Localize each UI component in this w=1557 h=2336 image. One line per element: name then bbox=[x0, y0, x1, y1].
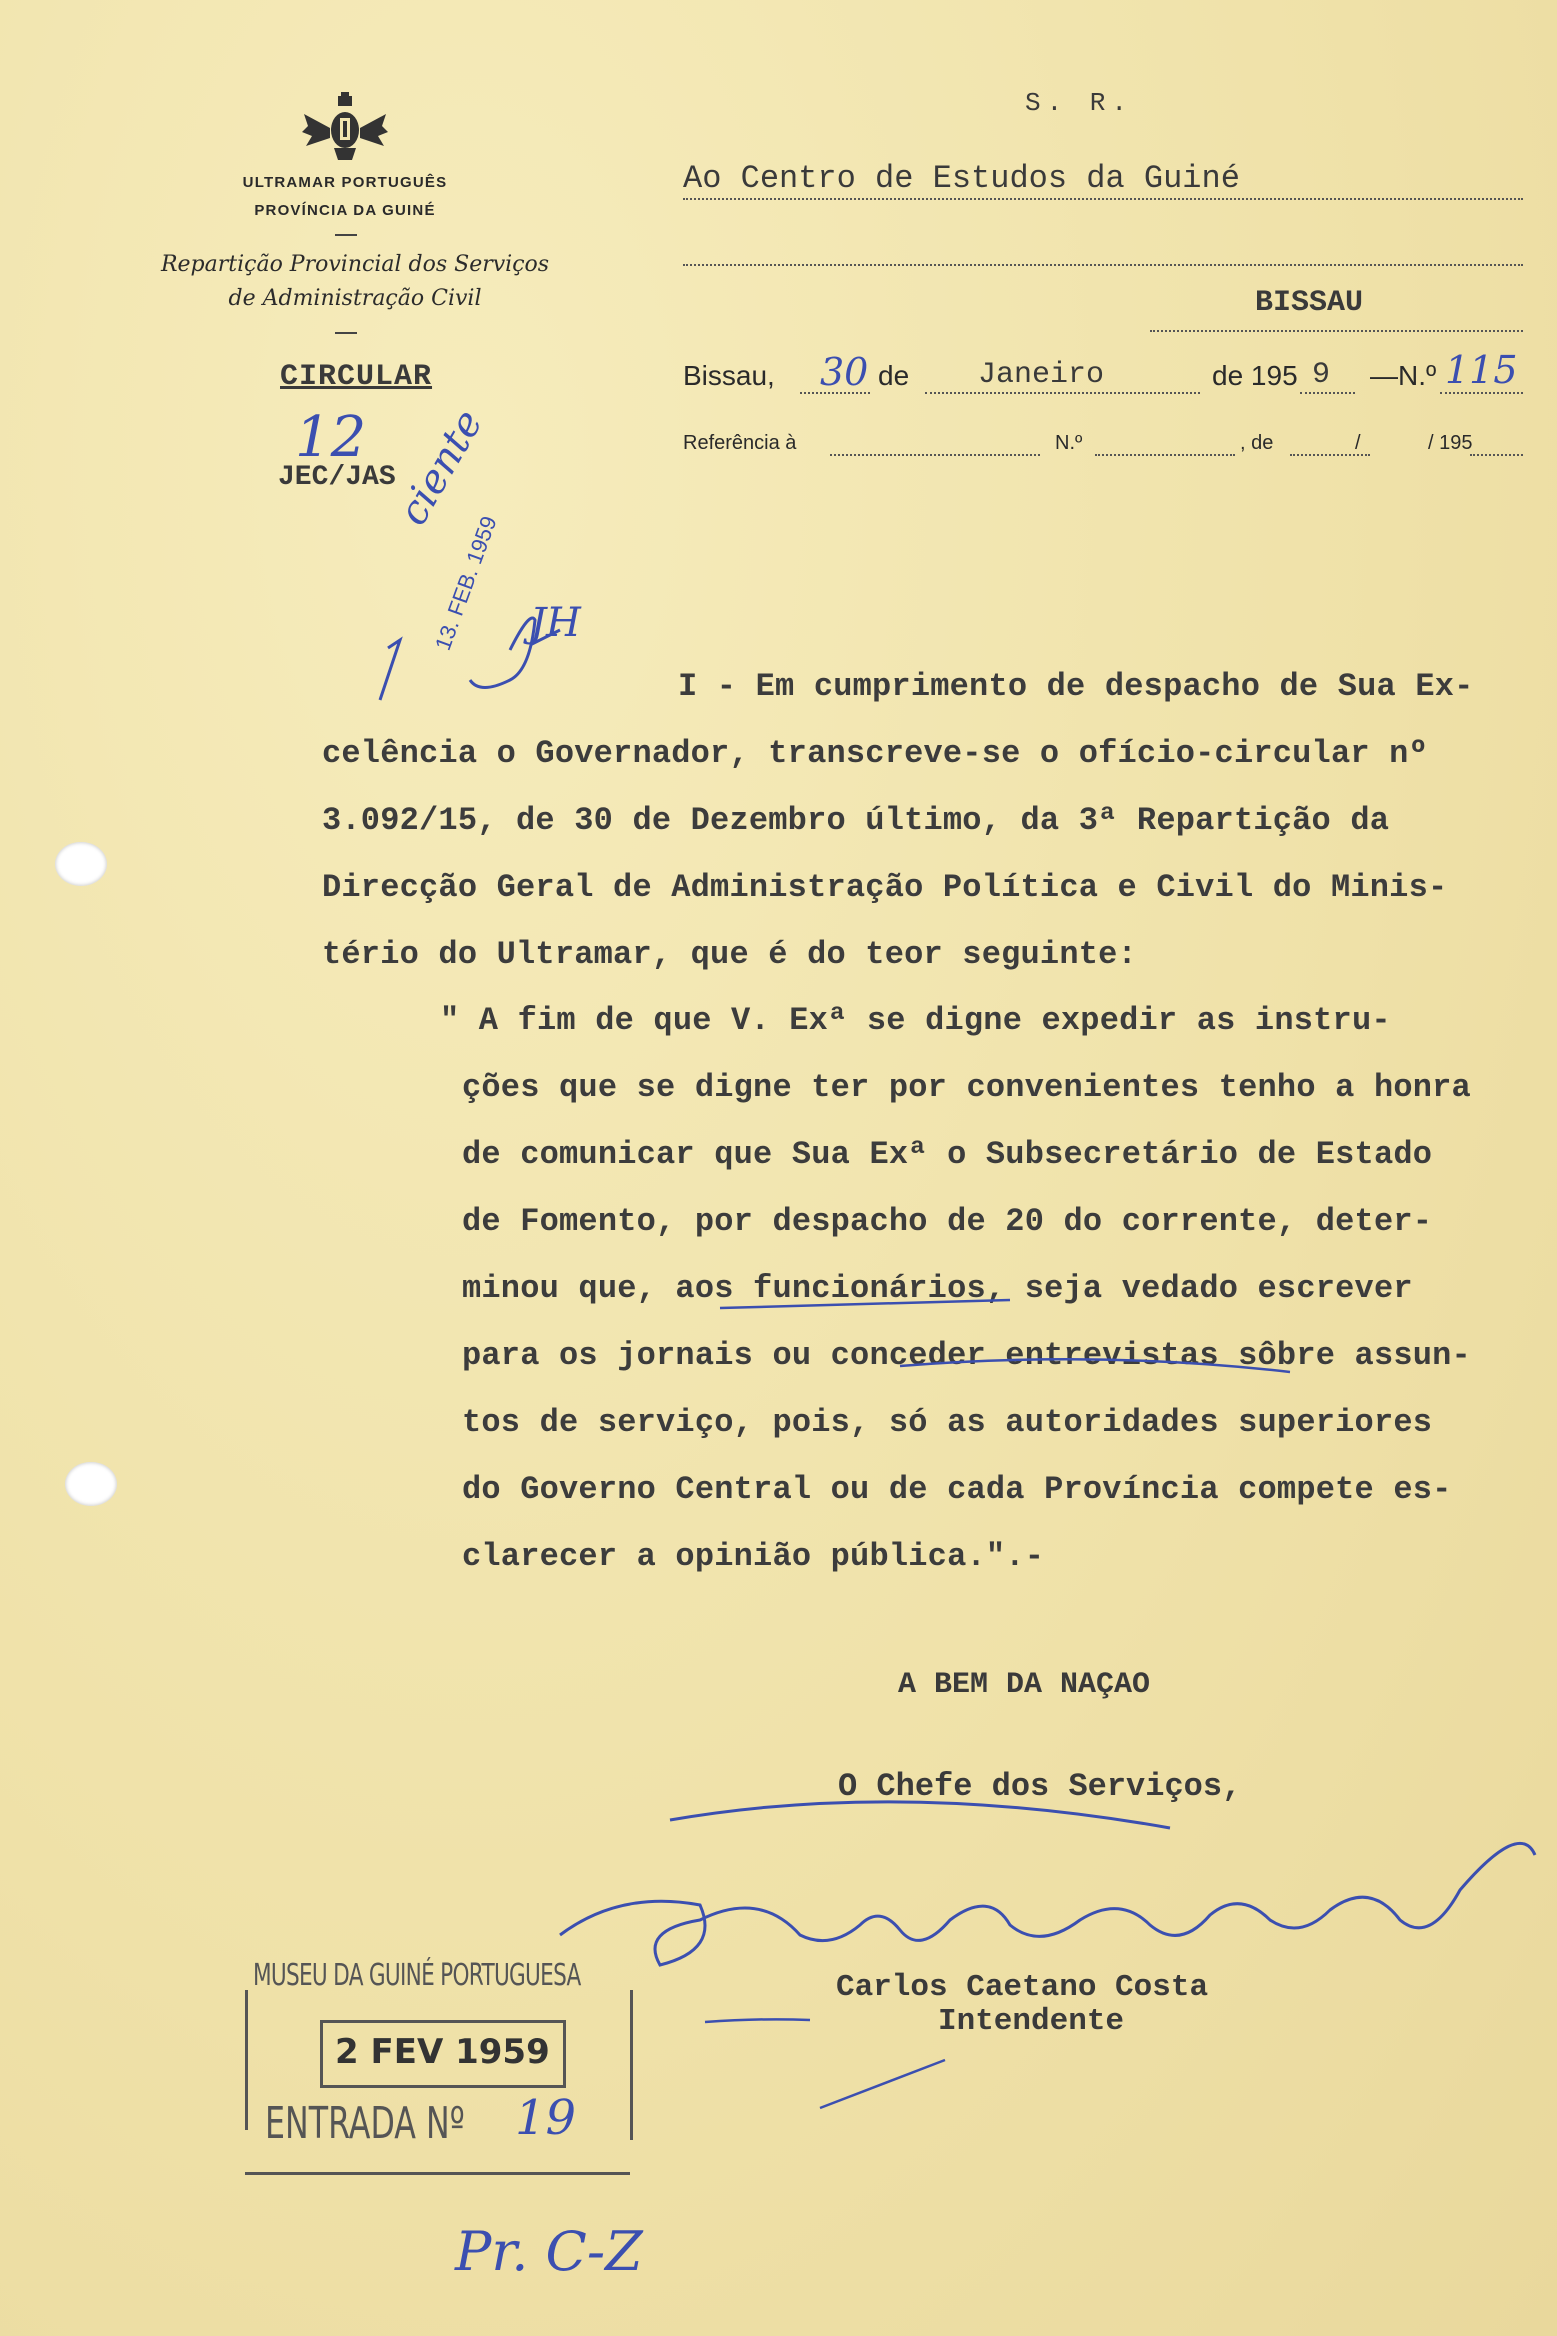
body-line-2: celência o Governador, transcreve-se o ofício-circular nº bbox=[322, 735, 1428, 772]
date-place: Bissau, bbox=[683, 360, 775, 391]
body-line-1: I - Em cumprimento de despacho de Sua Ex- bbox=[678, 668, 1474, 705]
month-dotline bbox=[925, 392, 1200, 394]
quote-line-2: ções que se digne ter por convenientes tenho a honra bbox=[462, 1069, 1471, 1106]
museum-handwritten-note: Pr. C-Z bbox=[455, 2220, 643, 2283]
received-date-stamp: 13. FEB. 1959 bbox=[430, 512, 502, 654]
day-dotline bbox=[800, 392, 870, 394]
recipient: Ao Centro de Estudos da Guiné bbox=[683, 160, 1240, 197]
quote-line-1: " A fim de que V. Exª se digne expedir as instru- bbox=[440, 1002, 1391, 1039]
reference-number-label: N.º bbox=[1055, 432, 1083, 454]
quote-line-4: de Fomento, por despacho de 20 do corrente, deter- bbox=[462, 1203, 1433, 1240]
org-line-2: PROVÍNCIA DA GUINÉ bbox=[254, 202, 436, 219]
number-dotline bbox=[1440, 392, 1523, 394]
body-line-5: tério do Ultramar, que é do teor seguinte: bbox=[322, 936, 1137, 973]
date-day: 30 bbox=[820, 350, 869, 394]
reference-dotline bbox=[830, 454, 1040, 456]
recipient-dotline-2 bbox=[683, 264, 1523, 266]
received-handwritten: ciente bbox=[390, 402, 493, 533]
reference-number-dotline bbox=[1095, 454, 1235, 456]
destination-city: BISSAU bbox=[1255, 286, 1364, 320]
quote-line-7: tos de serviço, pois, só as autoridades superiores bbox=[462, 1404, 1433, 1441]
closing-role: O Chefe dos Serviços, bbox=[838, 1768, 1242, 1805]
museum-stamp-bottom-border bbox=[245, 2172, 630, 2175]
received-mark bbox=[360, 402, 620, 710]
body-line-4: Direcção Geral de Administração Política e Civil do Minis- bbox=[322, 869, 1448, 906]
letterhead-divider-2 bbox=[335, 332, 357, 334]
coat-of-arms-icon bbox=[300, 92, 390, 164]
museum-stamp-entry-label: ENTRADA Nº bbox=[265, 2098, 465, 2149]
quote-line-9: clarecer a opinião pública.".- bbox=[462, 1538, 1045, 1575]
museum-stamp-header: MUSEU DA GUINÉ PORTUGUESA bbox=[253, 1958, 581, 1993]
reference-label: Referência à bbox=[683, 432, 797, 454]
quote-line-3: de comunicar que Sua Exª o Subsecretário de Estado bbox=[462, 1136, 1433, 1173]
quote-line-6: para os jornais ou conceder entrevistas sôbre assun- bbox=[462, 1337, 1471, 1374]
recipient-dotline-1 bbox=[683, 198, 1523, 200]
date-year-prefix: de 195 bbox=[1212, 360, 1298, 391]
museum-stamp-left-border bbox=[245, 1990, 248, 2130]
museum-stamp-right-border bbox=[630, 1990, 633, 2140]
museum-stamp bbox=[245, 1950, 635, 2180]
closing-salutation: A BEM DA NAÇAO bbox=[898, 1668, 1151, 1702]
reference-slash: / bbox=[1355, 432, 1361, 454]
letterhead-divider bbox=[335, 234, 357, 236]
org-line-1: ULTRAMAR PORTUGUÊS bbox=[242, 174, 448, 191]
signatory-name: Carlos Caetano Costa bbox=[836, 1970, 1209, 2005]
year-dotline bbox=[1300, 392, 1355, 394]
quote-line-5: minou que, aos funcionários, seja vedado escrever bbox=[462, 1270, 1413, 1307]
reference-year-label: / 195 bbox=[1428, 432, 1473, 454]
museum-stamp-date: 2 FEV 1959 bbox=[335, 2032, 550, 2072]
circular-label: CIRCULAR bbox=[280, 360, 433, 394]
reference-year-dotline bbox=[1470, 454, 1523, 456]
punch-hole-bottom bbox=[65, 1462, 117, 1506]
museum-stamp-entry-number: 19 bbox=[515, 2090, 577, 2146]
quote-line-8: do Governo Central ou de cada Província compete es- bbox=[462, 1471, 1452, 1508]
city-dotline bbox=[1150, 330, 1523, 332]
date-de: de bbox=[878, 360, 910, 391]
number-label: —N.º bbox=[1370, 360, 1437, 391]
received-initial: JH bbox=[530, 600, 581, 646]
punch-hole-top bbox=[55, 842, 107, 886]
date-month: Janeiro bbox=[978, 358, 1105, 392]
initials: JEC/JAS bbox=[278, 462, 396, 493]
addressee-prefix: S. R. bbox=[1025, 88, 1134, 118]
signatory-title: Intendente bbox=[938, 2004, 1125, 2039]
department-line-1: Repartição Provincial dos Serviços bbox=[160, 252, 550, 277]
date-year-digit: 9 bbox=[1312, 358, 1331, 392]
body-line-3: 3.092/15, de 30 de Dezembro último, da 3ª Repartição da bbox=[322, 802, 1390, 839]
reference-date-label: , de bbox=[1240, 432, 1274, 454]
number-value: 115 bbox=[1445, 348, 1518, 392]
department-line-2: de Administração Civil bbox=[228, 286, 482, 311]
circular-number: 12 bbox=[295, 405, 367, 470]
